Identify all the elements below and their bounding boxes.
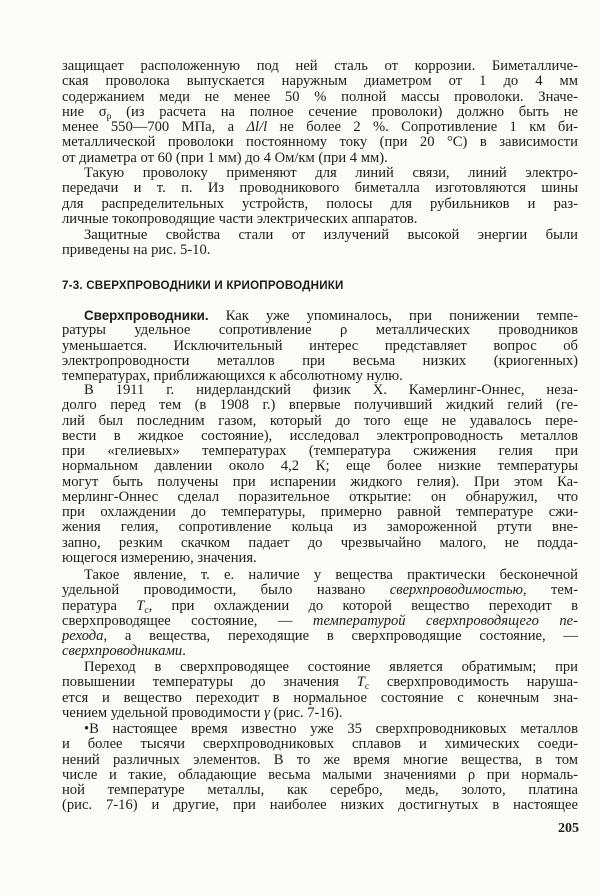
- text-line: [62, 354, 578, 369]
- text-segment: ется и вещество переходит в нормальное состояние с конечным зна-: [62, 689, 578, 706]
- text-segment: (рис. 7-16) и другие, при наиболее низких достигнутых в настоящее: [62, 797, 578, 814]
- italic-text: T: [136, 597, 145, 614]
- text-segment: лий был последним газом, который до того еще не удавалось пере-: [62, 412, 578, 429]
- text-segment: ратуры удельное сопротивление ρ металлических проводников: [62, 322, 578, 339]
- text-segment: ская проволока выпускается наружным диаметром от 1 до 4 мм: [62, 73, 578, 90]
- paragraph-protective-properties: [62, 228, 578, 259]
- text-segment: защищает расположенную под ней сталь от коррозии. Биметалличе-: [62, 58, 578, 74]
- text-segment: Такое явление, т. е. наличие у вещества практически бесконечной: [84, 567, 578, 583]
- text-line: [62, 339, 578, 354]
- text-segment: ние σ: [62, 103, 107, 120]
- section-heading: 7-3. СВЕРХПРОВОДНИКИ И КРИОПРОВОДНИКИ: [62, 279, 344, 292]
- text-segment: не более 2 %. Сопротивление 1 км би-: [267, 119, 578, 135]
- paragraph-superconductors-intro: [62, 308, 578, 384]
- text-segment: температурах, приближающихся к абсолютному нулю.: [62, 368, 403, 384]
- text-segment: менее 550—700 МПа, а: [62, 119, 247, 135]
- text-line: [62, 243, 578, 258]
- text-segment: сверхпроводящее состояние, —: [62, 612, 313, 629]
- text-line: [62, 105, 578, 120]
- text-line: [62, 737, 578, 752]
- text-segment: Такую проволоку применяют для линий связи, линий электро-: [84, 165, 578, 181]
- italic-text: температурой сверхпроводящего пе-: [312, 612, 578, 629]
- text-segment: Как уже упоминалось, при понижении темпе-: [208, 308, 578, 324]
- text-line: [62, 429, 578, 444]
- text-line: [62, 120, 578, 135]
- text-line: [62, 568, 578, 583]
- subscript: c: [144, 605, 149, 616]
- text-segment: •В настоящее время известно уже 35 сверхпроводниковых металлов: [84, 721, 578, 737]
- text-segment: , а вещества, переходящие в сверхпроводящие состояние, —: [103, 628, 578, 644]
- text-line: [62, 520, 578, 535]
- italic-text: γ: [264, 704, 270, 721]
- text-line: [62, 197, 578, 212]
- text-segment: Переход в сверхпроводящее состояние является обратимым; при: [84, 659, 578, 675]
- paragraph-reversible-transition: [62, 660, 578, 721]
- text-segment: повышении температуры до значения: [62, 674, 357, 691]
- text-line: [62, 74, 578, 89]
- text-segment: сверхпроводимость наруша-: [369, 674, 578, 691]
- text-segment: долго перед тем (в 1908 г.) впервые получивший жидкий гелий (ге-: [62, 397, 578, 414]
- text-line: [62, 583, 578, 598]
- text-segment: электропроводности металлов при весьма низких (криогенных): [62, 352, 578, 369]
- text-line: [62, 398, 578, 413]
- text-line: [62, 414, 578, 429]
- text-segment: при охлаждении до температуры, примерно равной температуре сжи-: [62, 504, 578, 520]
- text-segment: вести в жидкое состояние), исследовал электропроводность металлов: [62, 427, 578, 444]
- text-line: [62, 599, 578, 614]
- text-line: [62, 490, 578, 505]
- text-segment: для распределительных устройств, полосы для рубильников и раз-: [62, 195, 578, 212]
- text-line: [62, 551, 578, 566]
- text-segment: В 1911 г. нидерландский физик X. Камерлинг-Оннес, неза-: [84, 382, 578, 398]
- text-segment: чением удельной проводимости: [62, 704, 265, 721]
- paragraph-known-superconductors: [62, 722, 578, 814]
- text-segment: нормальном давлении около 4,2 К; еще более низкие температуры: [62, 458, 578, 475]
- text-segment: металлической проволоки постоянному току (при 20 °С) в зависимости: [62, 134, 578, 151]
- text-line: [62, 444, 578, 459]
- text-line: [62, 674, 578, 693]
- text-line: [62, 90, 578, 105]
- text-segment: пература: [62, 597, 137, 614]
- text-line: [62, 536, 578, 551]
- text-line: [62, 768, 578, 783]
- page-number: 205: [558, 821, 579, 836]
- text-line: [62, 151, 578, 166]
- text-segment: , при охлаждении до которой вещество переходит в: [148, 597, 578, 614]
- text-segment: могут быть получены при испарении жидкого гелия). При этом Ка-: [62, 473, 578, 490]
- paragraph-kamerlingh-onnes: [62, 383, 578, 566]
- text-segment: ющегося измерению, значения.: [62, 549, 257, 566]
- text-line: [62, 135, 578, 150]
- text-segment: от диаметра от 60 (при 1 мм) до 4 Ом/км (при 4 мм).: [62, 149, 388, 166]
- text-segment: жения гелия, сопротивление кольца из замороженной ртути вне-: [62, 519, 578, 536]
- text-segment: , тем-: [522, 582, 579, 599]
- text-line: [62, 475, 578, 490]
- text-line: [62, 166, 578, 181]
- italic-text: T: [356, 674, 365, 691]
- text-segment: (рис. 7-16).: [269, 704, 343, 721]
- text-line: [62, 722, 578, 737]
- text-line: [62, 753, 578, 768]
- text-segment: (из расчета на полное сечение проволоки) должно быть не: [111, 103, 578, 120]
- paragraph-superconductivity-definition: [62, 568, 578, 660]
- paragraph-bimetal-wire: [62, 59, 578, 166]
- italic-text: Δl/l: [246, 119, 268, 135]
- text-line: [62, 308, 578, 323]
- text-line: [62, 706, 578, 721]
- text-line: [62, 181, 578, 196]
- text-line: [62, 459, 578, 474]
- text-line: [62, 660, 578, 675]
- italic-text: сверхпроводниками: [62, 643, 183, 660]
- text-line: [62, 783, 578, 798]
- text-segment: содержанием меди не менее 50 % полной массы проволоки. Значе-: [62, 88, 578, 105]
- text-line: [62, 644, 578, 659]
- text-line: [62, 505, 578, 520]
- text-line: [62, 614, 578, 629]
- italic-text: рехода: [62, 628, 104, 644]
- text-segment: ной температуре металлы, как серебро, медь, золото, платина: [62, 782, 578, 798]
- text-segment: уменьшается. Исключительный интерес представляет вопрос об: [62, 337, 578, 354]
- text-line: [62, 323, 578, 338]
- text-segment: и более тысячи сверхпроводниковых сплавов и химических соеди-: [62, 736, 578, 753]
- text-segment: запно, резким скачком падает до чрезвычайно малого, не подда-: [62, 534, 578, 551]
- text-line: [62, 629, 578, 644]
- text-segment: личные токопроводящие части электрических аппаратов.: [62, 210, 418, 227]
- text-line: [62, 59, 578, 74]
- text-line: [62, 383, 578, 398]
- text-segment: Защитные свойства стали от излучений высокой энергии были: [84, 227, 578, 243]
- text-segment: числе и такие, обладающие весьма малыми значениями ρ при нормаль-: [62, 766, 578, 783]
- text-line: [62, 798, 578, 813]
- subscript: р: [106, 111, 112, 122]
- text-line: [62, 228, 578, 243]
- text-segment: передачи и т. п. Из проводникового биметалла изготовляются шины: [62, 180, 578, 197]
- italic-text: сверхпроводимостью: [389, 582, 523, 599]
- text-segment: нений различных элементов. В то же время многие вещества, в том: [62, 751, 578, 768]
- subscript: c: [364, 682, 370, 693]
- text-segment: приведены на рис. 5-10.: [62, 242, 211, 259]
- text-segment: при «гелиевых» температурах (температура сжижения гелия при: [62, 443, 578, 459]
- text-segment: мерлинг-Оннес сделал поразительное открытие: он обнаружил, что: [62, 488, 578, 505]
- text-segment: .: [182, 643, 186, 660]
- bold-run-in-heading: Сверхпроводники.: [84, 308, 209, 323]
- text-segment: удельной проводимости, было названо: [62, 582, 390, 599]
- paragraph-wire-usage: [62, 166, 578, 227]
- text-line: [62, 691, 578, 706]
- text-line: [62, 212, 578, 227]
